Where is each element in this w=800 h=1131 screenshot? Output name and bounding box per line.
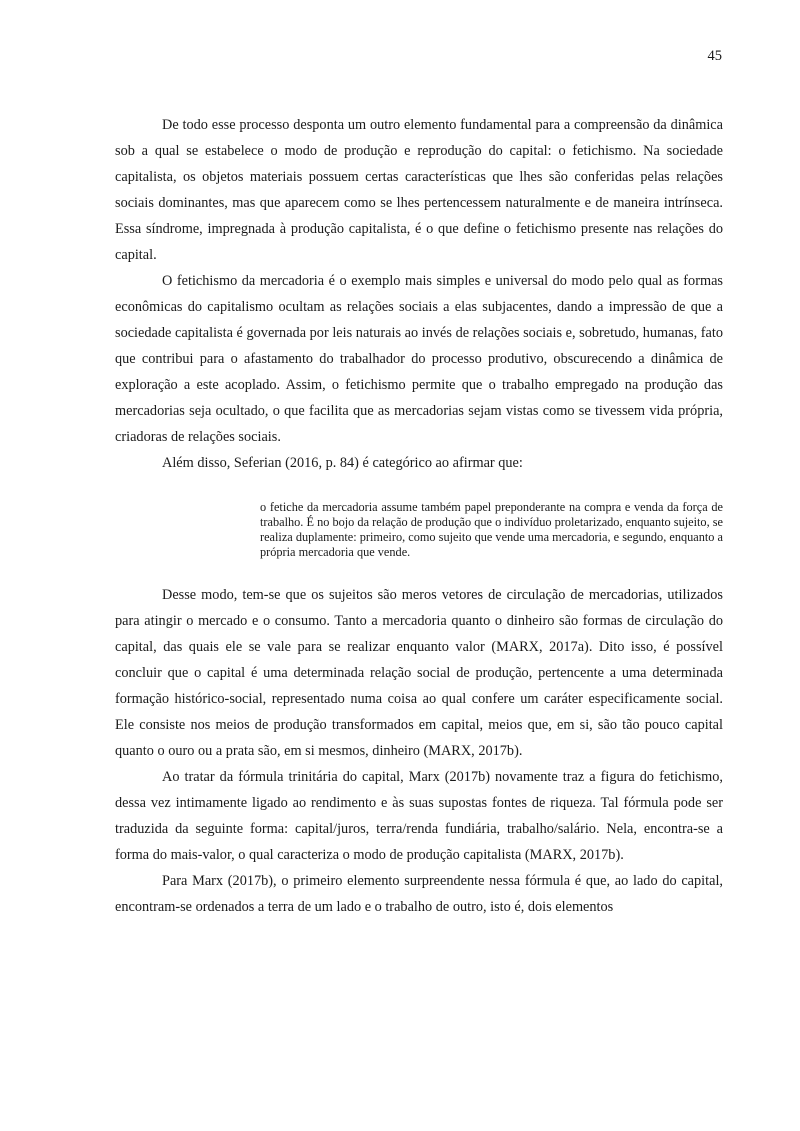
paragraph-seferian-intro: Além disso, Seferian (2016, p. 84) é categórico ao afirmar que: [162, 455, 523, 471]
paragraph-fetichismo-intro: De todo esse processo desponta um outro elemento fundamental para a compreensão da dinâmica sob a qual se estabelece o modo de produção e reprodução do capital: o fetichismo. Na sociedade capitalista, os objetos materiais possuem certas características que lhes são conferidas pelas relações sociais dominantes, mas que aparecem como se lhes pertencessem naturalmente e de maneira intrínseca. Essa síndrome, impregnada à produção capitalista, é o que define o fetichismo presente nas relações do capital. [115, 117, 723, 263]
paragraph-sujeitos-vetores: Desse modo, tem-se que os sujeitos são meros vetores de circulação de mercadorias, utilizados para atingir o mercado e o consumo. Tanto a mercadoria quanto o dinheiro são formas de circulação do capital, das quais ele se vale para se realizar enquanto valor (MARX, 2017a). Dito isso, é possível concluir que o capital é uma determinada relação social de produção, pertencente a uma determinada formação histórico-social, representado numa coisa ao qual confere um caráter especificamente social. Ele consiste nos meios de produção transformados em capital, meios que, em si, são tão pouco capital quanto o ouro ou a prata são, em si mesmos, dinheiro (MARX, 2017b). [115, 587, 723, 759]
block-quote: o fetiche da mercadoria assume também papel preponderante na compra e venda da força de trabalho. É no bojo da relação de produção que o indivíduo proletarizado, enquanto sujeito, se realiza duplamente: primeiro, como sujeito que vende uma mercadoria, e segundo, enquanto a própria mercadoria que vende. [260, 500, 723, 559]
paragraph-formula-trinitaria: Ao tratar da fórmula trinitária do capital, Marx (2017b) novamente traz a figura do fetichismo, dessa vez intimamente ligado ao rendimento e às suas supostas fontes de riqueza. Tal fórmula pode ser traduzida da seguinte forma: capital/juros, terra/renda fundiária, trabalho/salário. Nela, encontra-se a forma do mais-valor, o qual caracteriza o modo de produção capitalista (MARX, 2017b). [115, 769, 723, 863]
page-number: 45 [707, 48, 722, 64]
body-text [115, 112, 723, 920]
paragraph-primeiro-elemento: Para Marx (2017b), o primeiro elemento surpreendente nessa fórmula é que, ao lado do capital, encontram-se ordenados a terra de um lado e o trabalho de outro, isto é, dois elementos [115, 873, 723, 915]
paragraph-fetichismo-mercadoria: O fetichismo da mercadoria é o exemplo mais simples e universal do modo pelo qual as formas econômicas do capitalismo ocultam as relações sociais a elas subjacentes, dando a impressão de que a sociedade capitalista é governada por leis naturais ao invés de relações sociais e, sobretudo, humanas, fato que contribui para o afastamento do trabalhador do processo produtivo, obscurecendo a dinâmica de exploração a este acoplado. Assim, o fetichismo permite que o trabalho empregado na produção das mercadorias seja ocultado, o que facilita que as mercadorias sejam vistas como se tivessem vida própria, criadoras de relações sociais. [115, 273, 723, 445]
